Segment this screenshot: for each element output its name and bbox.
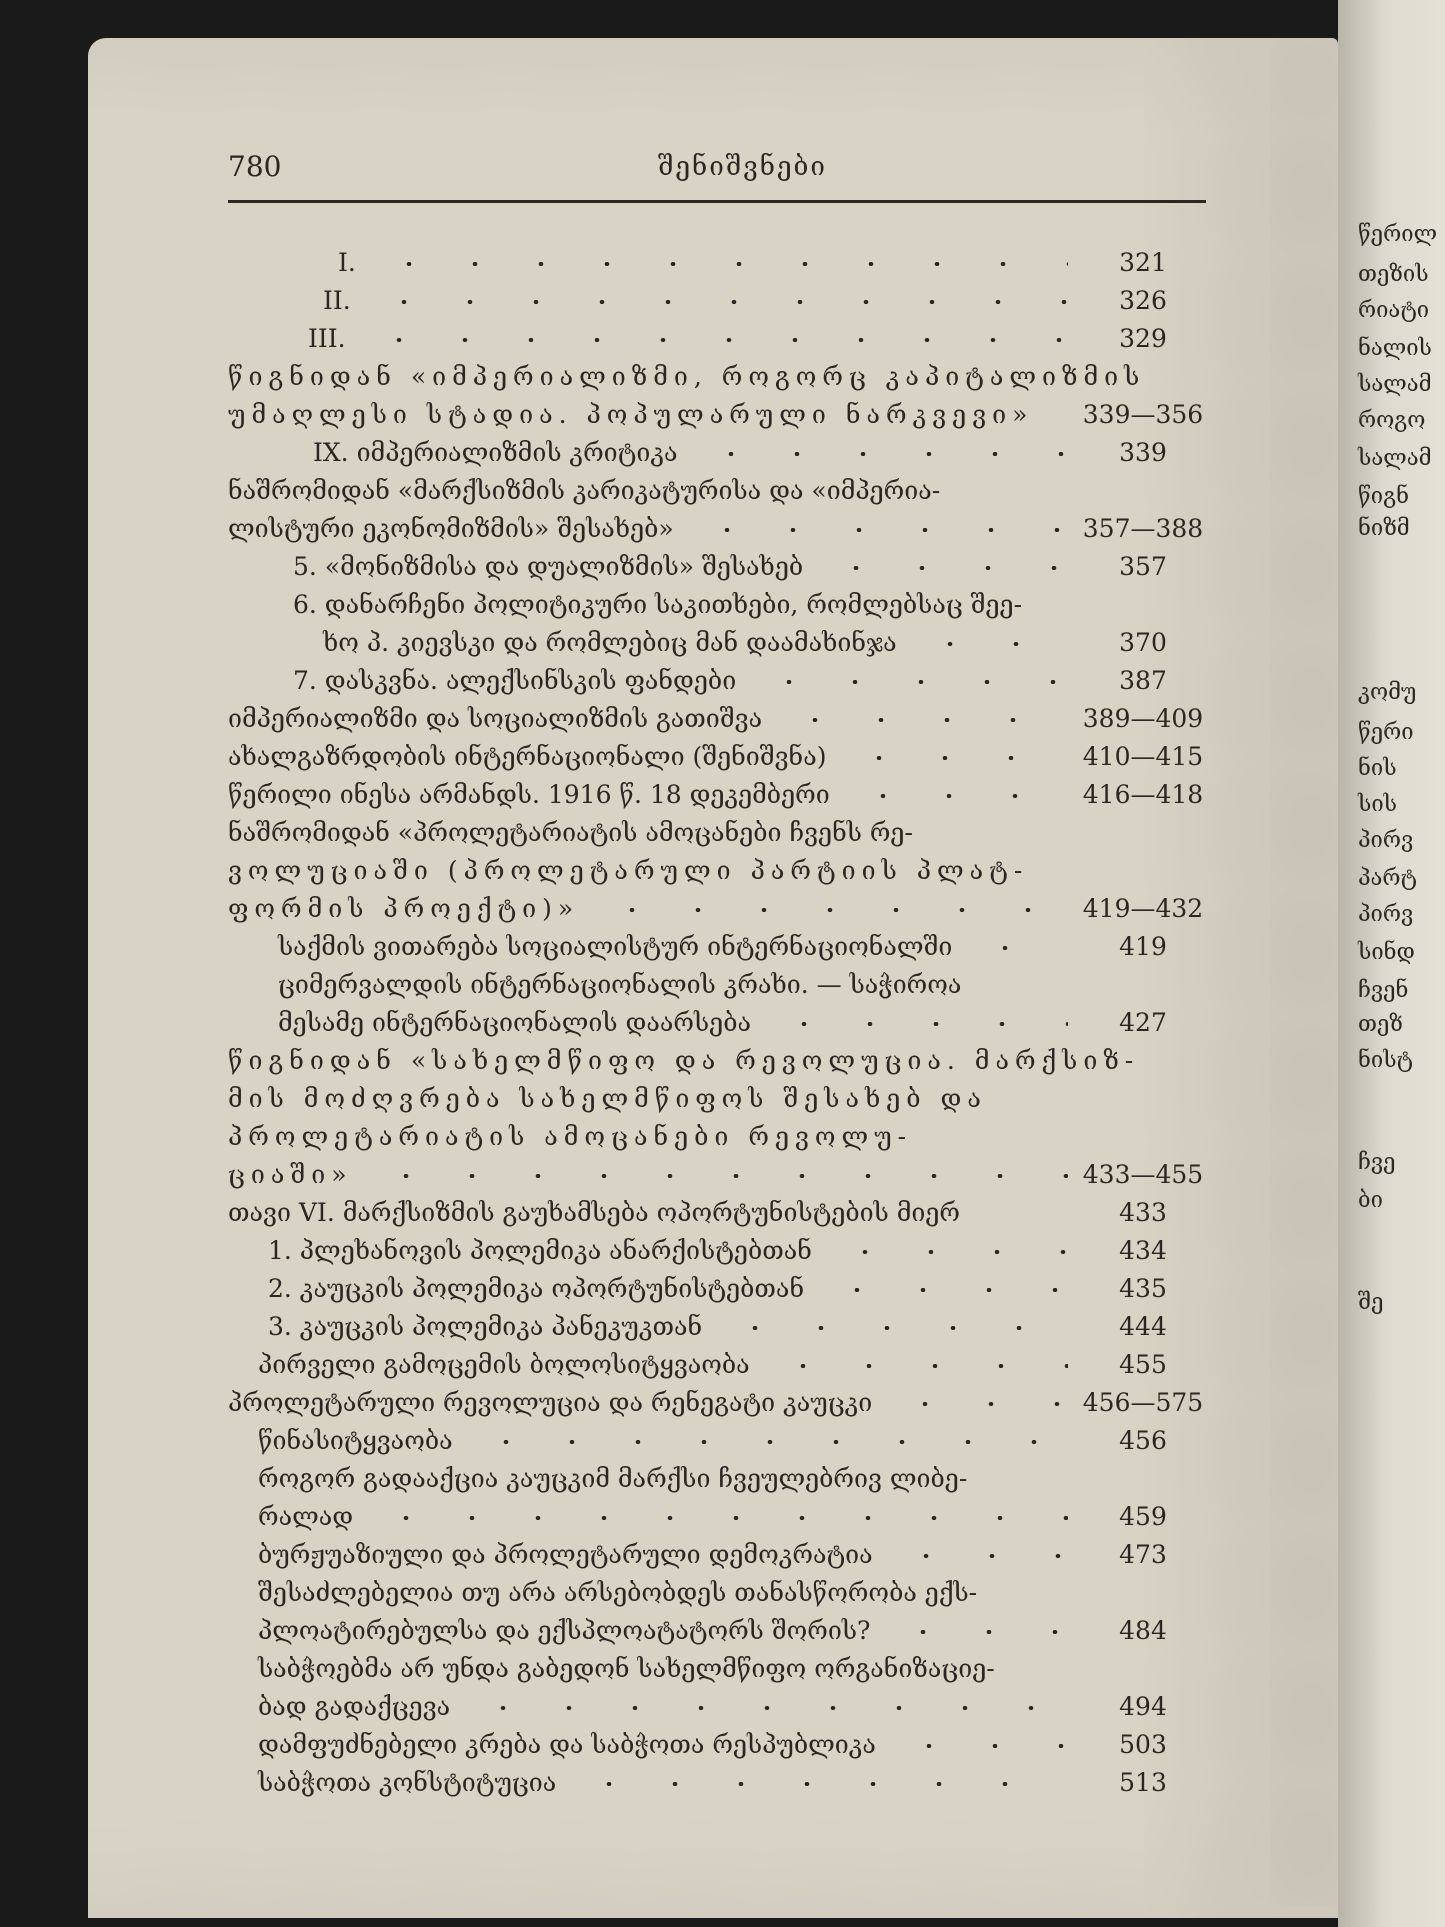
leader-dots bbox=[893, 1554, 1068, 1558]
facing-text-fragment: როგო bbox=[1358, 408, 1426, 433]
toc-entry bbox=[228, 548, 1208, 586]
toc-entry-title: III. bbox=[308, 324, 346, 353]
toc-entry-title: ახალგაზრდობის ინტერნაციონალი (შენიშვნა) bbox=[228, 742, 827, 771]
toc-entry bbox=[228, 282, 1208, 320]
toc-entry-page: 410—415 bbox=[1082, 742, 1204, 771]
toc-entry-title: ბურჟუაზიული და პროლეტარული დემოკრატია bbox=[258, 1540, 873, 1569]
toc-entry-page: 339 bbox=[1119, 438, 1167, 467]
toc-entry-page: 370 bbox=[1119, 628, 1167, 657]
leader-dots bbox=[917, 642, 1068, 646]
facing-text-fragment: ჩვე bbox=[1358, 1150, 1396, 1175]
toc-entry bbox=[228, 510, 1208, 548]
leader-dots bbox=[722, 1326, 1068, 1330]
toc-entry-title: წიგნიდან «იმპერიალიზმი, როგორც კაპიტალიზმის bbox=[228, 362, 1146, 391]
toc-entry bbox=[228, 1536, 1208, 1574]
toc-entry-page: 456—575 bbox=[1082, 1388, 1204, 1417]
toc-entry-title: I. bbox=[338, 248, 356, 277]
toc-entry-page: 357 bbox=[1119, 552, 1167, 581]
toc-entry-page: 503 bbox=[1119, 1730, 1167, 1759]
leader-dots bbox=[376, 262, 1068, 266]
toc-entry-title: უმაღლესი სტადია. პოპულარული ნარკვევი» bbox=[228, 400, 1034, 429]
leader-dots bbox=[470, 1706, 1068, 1710]
toc-entry-title: 2. კაუცკის პოლემიკა ოპორტუნისტებთან bbox=[268, 1274, 805, 1303]
toc-entry-title: ნაშრომიდან «მარქსიზმის კარიკატურისა და «იმპერია- bbox=[228, 476, 941, 505]
toc-entry bbox=[228, 1574, 1208, 1612]
leader-dots bbox=[782, 718, 1068, 722]
toc-entry bbox=[228, 1688, 1208, 1726]
toc-entry-title: ნაშრომიდან «პროლეტარიატის ამოცანები ჩვენს რე- bbox=[228, 818, 913, 847]
leader-dots bbox=[890, 1630, 1068, 1634]
toc-entry-page: 389—409 bbox=[1082, 704, 1204, 733]
toc-entry bbox=[228, 1042, 1208, 1080]
facing-text-fragment: რიატი bbox=[1358, 298, 1430, 323]
toc-entry-page: 433—455 bbox=[1082, 1160, 1204, 1189]
leader-dots bbox=[850, 794, 1068, 798]
running-title: შენიშვნები bbox=[658, 152, 827, 182]
toc-entry-title: როგორ გადააქცია კაუცკიმ მარქსი ჩვეულებრივ ლიბე- bbox=[258, 1464, 968, 1493]
toc-entry-title: 3. კაუცკის პოლემიკა პანეკუკთან bbox=[268, 1312, 703, 1341]
facing-text-fragment: სალამ bbox=[1358, 446, 1432, 471]
facing-text-fragment: ჩვენ bbox=[1358, 978, 1409, 1003]
toc-entry bbox=[228, 890, 1208, 928]
toc-entry bbox=[228, 1650, 1208, 1688]
toc-entry bbox=[228, 396, 1208, 434]
toc-entry-title: IX. იმპერიალიზმის კრიტიკა bbox=[313, 438, 678, 467]
leader-dots bbox=[771, 1022, 1068, 1026]
toc-entry-title: პროლეტარული რევოლუცია და რენეგატი კაუცკი bbox=[228, 1388, 873, 1417]
leader-dots bbox=[846, 756, 1068, 760]
facing-text-fragment: წერი bbox=[1358, 720, 1414, 745]
leader-dots bbox=[576, 1782, 1068, 1786]
toc-entry bbox=[228, 1194, 1208, 1232]
toc-entry-title: წერილი ინესა არმანდს. 1916 წ. 18 დეკემბერი bbox=[228, 780, 830, 809]
toc-entry-title: მის მოძღვრება სახელმწიფოს შესახებ და bbox=[228, 1084, 987, 1113]
toc-entry-title: პლოატირებულსა და ექსპლოატატორს შორის? bbox=[258, 1616, 871, 1645]
toc-entry-title: 7. დასკვნა. ალექსინსკის ფანდები bbox=[293, 666, 737, 695]
toc-entry bbox=[228, 966, 1208, 1004]
toc-entry bbox=[228, 662, 1208, 700]
toc-entry bbox=[228, 1726, 1208, 1764]
toc-entry bbox=[228, 1384, 1208, 1422]
facing-text-fragment: სინდ bbox=[1358, 940, 1415, 965]
toc-entry bbox=[228, 700, 1208, 738]
toc-entry bbox=[228, 244, 1208, 282]
toc-entry bbox=[228, 1156, 1208, 1194]
toc-entry-page: 433 bbox=[1119, 1198, 1167, 1227]
toc-entry bbox=[228, 624, 1208, 662]
toc-entry-page: 419—432 bbox=[1082, 894, 1204, 923]
toc-entry bbox=[228, 1346, 1208, 1384]
toc-entry-title: ბად გადაქცევა bbox=[258, 1692, 451, 1721]
toc-entry-page: 321 bbox=[1119, 248, 1167, 277]
facing-text-fragment: წიგნ bbox=[1358, 484, 1409, 509]
toc-entry-page: 456 bbox=[1119, 1426, 1167, 1455]
toc-entry-page: 416—418 bbox=[1082, 780, 1204, 809]
toc-entry bbox=[228, 1612, 1208, 1650]
toc-entry-page: 444 bbox=[1119, 1312, 1167, 1341]
header-rule bbox=[228, 200, 1206, 203]
leader-dots bbox=[770, 1364, 1068, 1368]
toc-entry bbox=[228, 852, 1208, 890]
leader-dots bbox=[473, 1440, 1068, 1444]
toc-entry-title: 5. «მონიზმისა და დუალიზმის» შესახებ bbox=[293, 552, 804, 581]
toc-entry-title: წიგნიდან «სახელმწიფო და რევოლუცია. მარქსიზ- bbox=[228, 1046, 1140, 1075]
toc-entry bbox=[228, 738, 1208, 776]
toc-entry-page: 513 bbox=[1119, 1768, 1167, 1797]
toc-entry-title: იმპერიალიზმი და სოციალიზმის გათიშვა bbox=[228, 704, 763, 733]
page-number: 780 bbox=[228, 150, 282, 183]
toc-entry bbox=[228, 586, 1208, 624]
toc-entry-title: რალად bbox=[258, 1502, 354, 1531]
toc-entry-title: თავი VI. მარქსიზმის გაუხამსება ოპორტუნისტების მიერ bbox=[228, 1198, 960, 1227]
facing-text-fragment: ნალის bbox=[1358, 336, 1432, 361]
toc-entry bbox=[228, 320, 1208, 358]
facing-text-fragment: შე bbox=[1358, 1290, 1384, 1315]
leader-dots bbox=[832, 1250, 1068, 1254]
leader-dots bbox=[756, 680, 1068, 684]
toc-entry-page: 387 bbox=[1119, 666, 1167, 695]
toc-entry-page: 326 bbox=[1119, 286, 1167, 315]
toc-entry-page: 427 bbox=[1119, 1008, 1167, 1037]
facing-text-fragment: სის bbox=[1358, 792, 1398, 817]
toc-entry-title: ციმერვალდის ინტერნაციონალის კრახი. — საჭიროა bbox=[278, 970, 962, 999]
leader-dots bbox=[698, 452, 1068, 456]
toc-entry bbox=[228, 814, 1208, 852]
toc-entry-title: საბჭოებმა არ უნდა გაბედონ სახელმწიფო ორგანიზაციე- bbox=[258, 1654, 995, 1683]
facing-text-fragment: კომუ bbox=[1358, 680, 1417, 705]
toc-entry-page: 455 bbox=[1119, 1350, 1167, 1379]
toc-entry-title: საბჭოთა კონსტიტუცია bbox=[258, 1768, 557, 1797]
toc-entry-page: 339—356 bbox=[1082, 400, 1204, 429]
leader-dots bbox=[366, 338, 1068, 342]
toc-entry bbox=[228, 472, 1208, 510]
toc-entry bbox=[228, 358, 1208, 396]
toc-entry-page: 329 bbox=[1119, 324, 1167, 353]
toc-entry bbox=[228, 1308, 1208, 1346]
toc-entry-page: 484 bbox=[1119, 1616, 1167, 1645]
facing-text-fragment: თეზ bbox=[1358, 1012, 1403, 1037]
toc-entry-title: მესამე ინტერნაციონალის დაარსება bbox=[278, 1008, 751, 1037]
toc-entry bbox=[228, 1422, 1208, 1460]
toc-entry bbox=[228, 928, 1208, 966]
toc-entry bbox=[228, 1270, 1208, 1308]
leader-dots bbox=[599, 908, 1068, 912]
toc-entry-page: 494 bbox=[1119, 1692, 1167, 1721]
toc-entry-title: შესაძლებელია თუ არა არსებობდეს თანასწორობა ექს- bbox=[258, 1578, 978, 1607]
leader-dots bbox=[972, 946, 1068, 950]
toc-entry-page: 357—388 bbox=[1082, 514, 1204, 543]
toc-entry-title: 1. პლეხანოვის პოლემიკა ანარქისტებთან bbox=[268, 1236, 812, 1265]
toc-entry-page: 459 bbox=[1119, 1502, 1167, 1531]
facing-text-fragment: პარტ bbox=[1358, 866, 1418, 891]
toc-entry bbox=[228, 1764, 1208, 1802]
facing-text-fragment: ნისტ bbox=[1358, 1048, 1414, 1073]
toc-entry-title: პირველი გამოცემის ბოლოსიტყვაობა bbox=[258, 1350, 750, 1379]
facing-text-fragment: ნიზმ bbox=[1358, 516, 1410, 541]
table-of-contents bbox=[228, 244, 1208, 1802]
facing-text-fragment: ბი bbox=[1358, 1188, 1383, 1213]
toc-entry bbox=[228, 434, 1208, 472]
toc-entry bbox=[228, 1460, 1208, 1498]
toc-entry-page: 419 bbox=[1119, 932, 1167, 961]
toc-entry bbox=[228, 1498, 1208, 1536]
toc-entry-title: საქმის ვითარება სოციალისტურ ინტერნაციონალში bbox=[278, 932, 953, 961]
toc-entry-title: ლისტური ეკონომიზმის» შესახებ» bbox=[228, 514, 674, 543]
toc-entry bbox=[228, 1004, 1208, 1042]
toc-entry-page: 435 bbox=[1119, 1274, 1167, 1303]
toc-entry-title: წინასიტყვაობა bbox=[258, 1426, 453, 1455]
toc-entry-page: 473 bbox=[1119, 1540, 1167, 1569]
facing-text-fragment: სალამ bbox=[1358, 372, 1432, 397]
leader-dots bbox=[373, 1516, 1068, 1520]
facing-text-fragment: პირვ bbox=[1358, 902, 1414, 927]
toc-entry-title: ფორმის პროექტი)» bbox=[228, 894, 580, 923]
leader-dots bbox=[896, 1744, 1068, 1748]
leader-dots bbox=[824, 1288, 1068, 1292]
leader-dots bbox=[373, 1174, 1068, 1178]
facing-text-fragment: წერილ bbox=[1358, 222, 1438, 247]
toc-entry bbox=[228, 776, 1208, 814]
facing-text-fragment: ნის bbox=[1358, 756, 1397, 781]
toc-entry-title: პროლეტარიატის ამოცანები რევოლუ- bbox=[228, 1122, 913, 1151]
toc-entry-title: ხო პ. კიევსკი და რომლებიც მან დაამახინჯა bbox=[323, 628, 897, 657]
toc-entry bbox=[228, 1080, 1208, 1118]
toc-entry-title: II. bbox=[323, 286, 351, 315]
facing-text-fragment: პირვ bbox=[1358, 828, 1414, 853]
leader-dots bbox=[371, 300, 1068, 304]
toc-entry-title: დამფუძნებელი კრება და საბჭოთა რესპუბლიკა bbox=[258, 1730, 876, 1759]
toc-entry-title: ვოლუციაში (პროლეტარული პარტიის პლატ- bbox=[228, 856, 1029, 885]
toc-entry bbox=[228, 1118, 1208, 1156]
toc-entry-title: ციაში» bbox=[228, 1160, 353, 1189]
leader-dots bbox=[892, 1402, 1068, 1406]
toc-entry bbox=[228, 1232, 1208, 1270]
leader-dots bbox=[694, 528, 1068, 532]
leader-dots bbox=[823, 566, 1068, 570]
toc-entry-title: 6. დანარჩენი პოლიტიკური საკითხები, რომლებსაც შეე- bbox=[293, 590, 1023, 619]
facing-text-fragment: თეზის bbox=[1358, 262, 1429, 287]
toc-entry-page: 434 bbox=[1119, 1236, 1167, 1265]
